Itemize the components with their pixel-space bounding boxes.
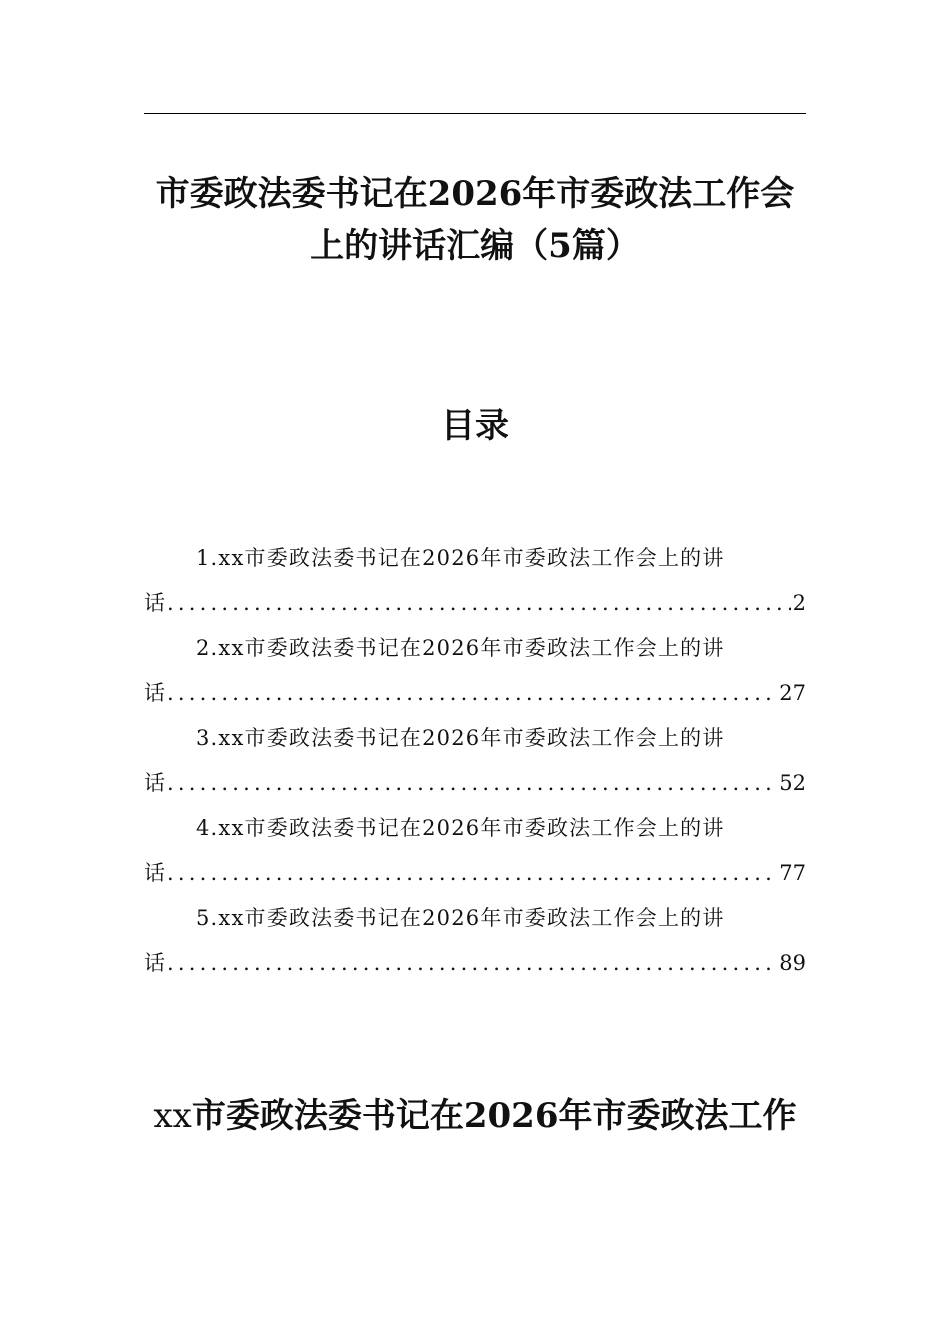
- toc-page-number: 27: [779, 681, 806, 705]
- toc-entry-2: [144, 626, 806, 716]
- toc-entry-title: 5.xx市委政法委书记在2026年市委政法工作会上的讲: [196, 906, 725, 930]
- toc-entry-1: [144, 536, 806, 626]
- toc-entry-title: 4.xx市委政法委书记在2026年市委政法工作会上的讲: [196, 816, 725, 840]
- document-title: [144, 168, 806, 272]
- section-title: [144, 1090, 806, 1142]
- toc-page-number: 2: [792, 591, 806, 615]
- toc-link-3[interactable]: [144, 716, 806, 806]
- toc-entry-title-tail: 话: [144, 951, 165, 975]
- toc-link-4[interactable]: [144, 806, 806, 896]
- toc-entry-title: 3.xx市委政法委书记在2026年市委政法工作会上的讲: [196, 726, 725, 750]
- toc-link-5[interactable]: [144, 896, 806, 986]
- toc-dot-leader: [167, 851, 777, 896]
- toc-entry-title-tail: 话: [144, 681, 165, 705]
- toc-page-number: 89: [779, 951, 806, 975]
- toc-entry-4: [144, 806, 806, 896]
- toc-dot-leader: [167, 581, 791, 626]
- document-title-line-2: 上的讲话汇编（5篇）: [310, 226, 640, 266]
- toc-dot-leader: [167, 671, 777, 716]
- toc-dot-leader: [167, 761, 777, 806]
- toc-entry-title-tail: 话: [144, 861, 165, 885]
- toc-page-number: 52: [779, 771, 806, 795]
- toc-dot-leader: [167, 941, 777, 986]
- toc-entry-title: 2.xx市委政法委书记在2026年市委政法工作会上的讲: [196, 636, 725, 660]
- toc-heading: 目录: [441, 406, 509, 446]
- toc-page-number: 77: [779, 861, 806, 885]
- toc-entry-title-tail: 话: [144, 771, 165, 795]
- toc-entry-title-tail: 话: [144, 591, 165, 615]
- section-title-prefix: xx: [153, 1096, 192, 1136]
- toc-entry-title: 1.xx市委政法委书记在2026年市委政法工作会上的讲: [196, 546, 725, 570]
- section-title-text: 市委政法委书记在2026年市委政法工作: [191, 1096, 797, 1136]
- document-title-line-1: 市委政法委书记在2026年市委政法工作会: [155, 174, 795, 214]
- toc-link-2[interactable]: [144, 626, 806, 716]
- toc-entry-3: [144, 716, 806, 806]
- toc-link-1[interactable]: [144, 536, 806, 626]
- toc-entry-5: [144, 896, 806, 986]
- header-rule: [144, 113, 806, 114]
- table-of-contents: [144, 536, 806, 986]
